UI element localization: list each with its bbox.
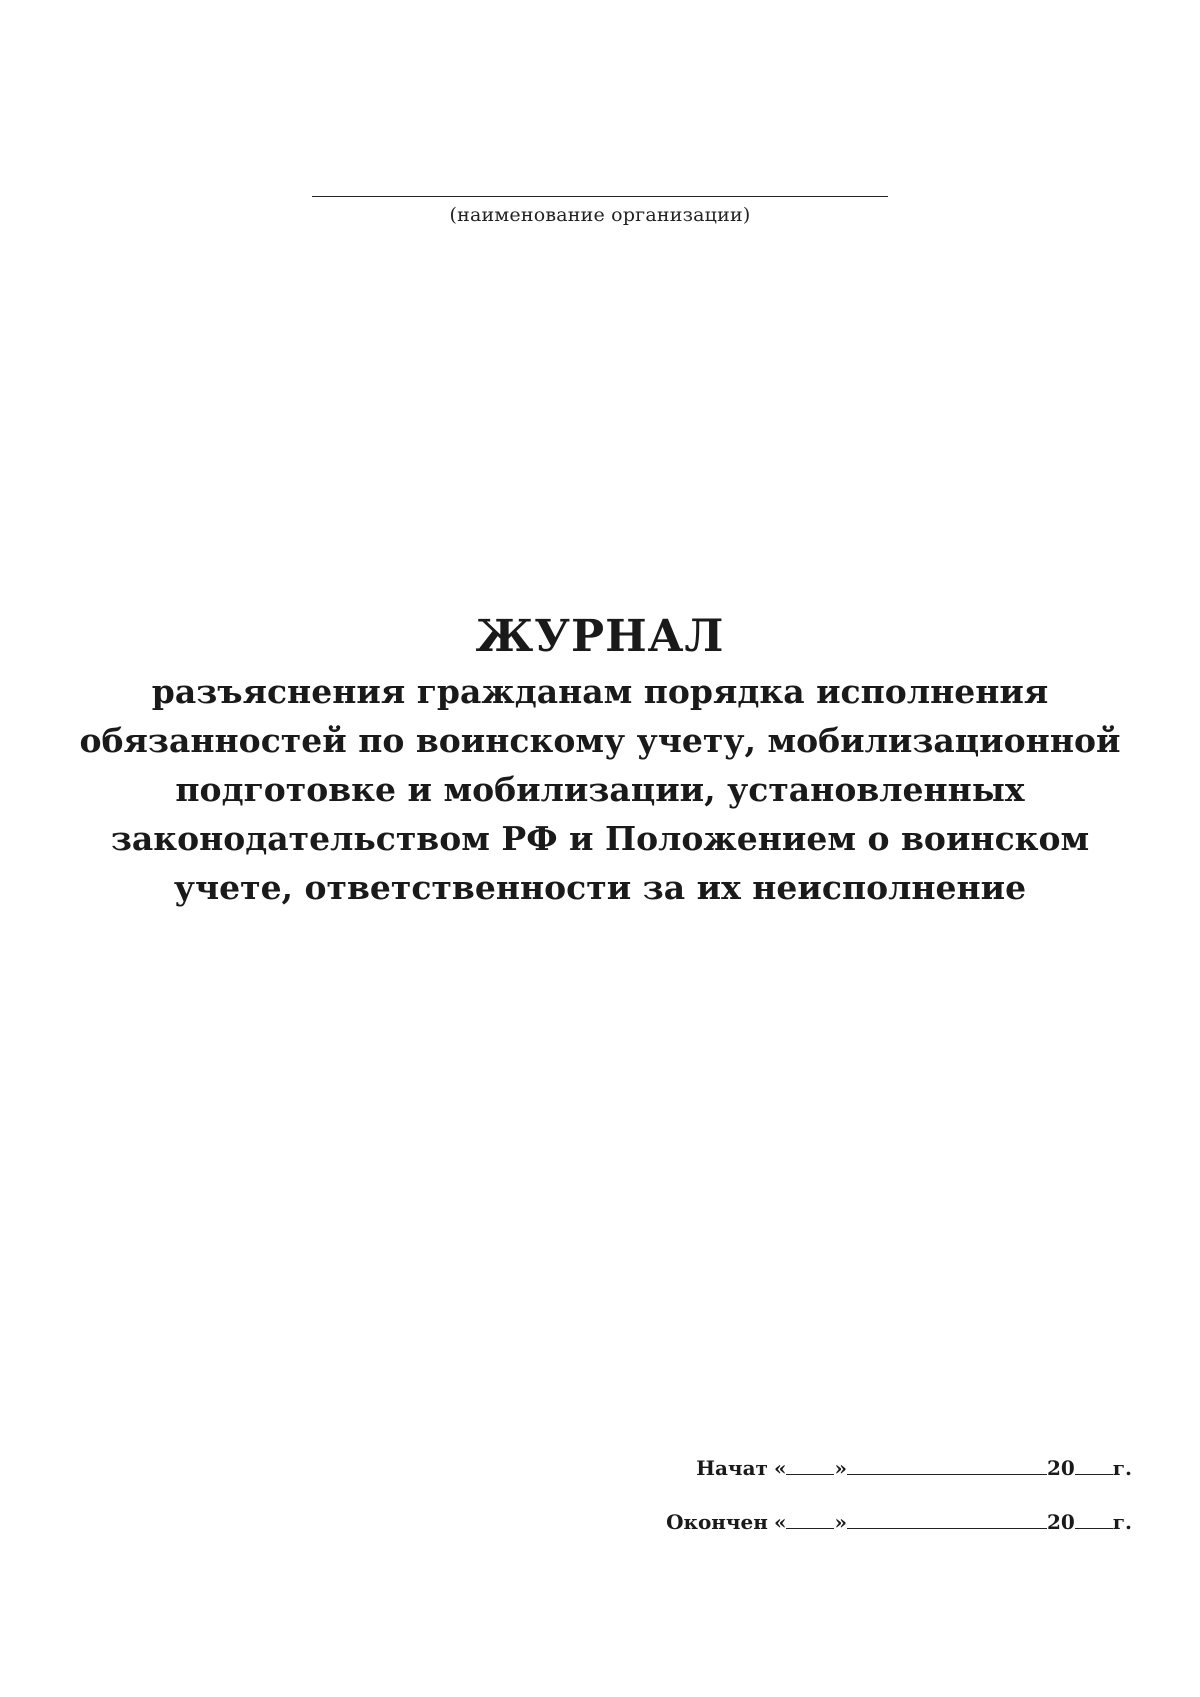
started-date-row — [612, 1456, 1132, 1484]
started-century: 20 — [1046, 1456, 1075, 1480]
started-month-field[interactable] — [847, 1456, 1047, 1475]
organization-name-field[interactable] — [312, 196, 888, 197]
ended-date-row — [612, 1510, 1132, 1538]
subtitle-line-5: учете, ответственности за их неисполнение — [173, 867, 1027, 907]
started-day-field[interactable] — [786, 1456, 834, 1475]
ended-label: Окончен — [666, 1510, 768, 1534]
organization-caption: (наименование организации) — [449, 204, 751, 226]
title-block — [60, 612, 1140, 912]
started-open-quote: « — [773, 1456, 787, 1480]
dates-block — [612, 1456, 1132, 1564]
subtitle-line-4: законодательством РФ и Положением о воинском — [110, 818, 1090, 858]
started-label: Начат — [696, 1456, 768, 1480]
ended-month-field[interactable] — [847, 1510, 1047, 1529]
ended-open-quote: « — [773, 1510, 787, 1534]
ended-year-suffix: г. — [1112, 1510, 1132, 1534]
ended-century: 20 — [1046, 1510, 1075, 1534]
organization-block — [312, 196, 888, 226]
started-year-suffix: г. — [1112, 1456, 1132, 1480]
ended-close-quote: » — [834, 1510, 847, 1534]
subtitle-line-1: разъяснения гражданам порядка исполнения — [151, 671, 1049, 711]
started-close-quote: » — [834, 1456, 847, 1480]
subtitle-line-3: подготовке и мобилизации, установленных — [175, 769, 1025, 809]
ended-day-field[interactable] — [786, 1510, 834, 1529]
subtitle-line-2: обязанностей по воинскому учету, мобилизационной — [79, 720, 1121, 760]
document-title: ЖУРНАЛ — [475, 611, 725, 662]
started-year-field[interactable] — [1075, 1456, 1113, 1475]
ended-year-field[interactable] — [1075, 1510, 1113, 1529]
